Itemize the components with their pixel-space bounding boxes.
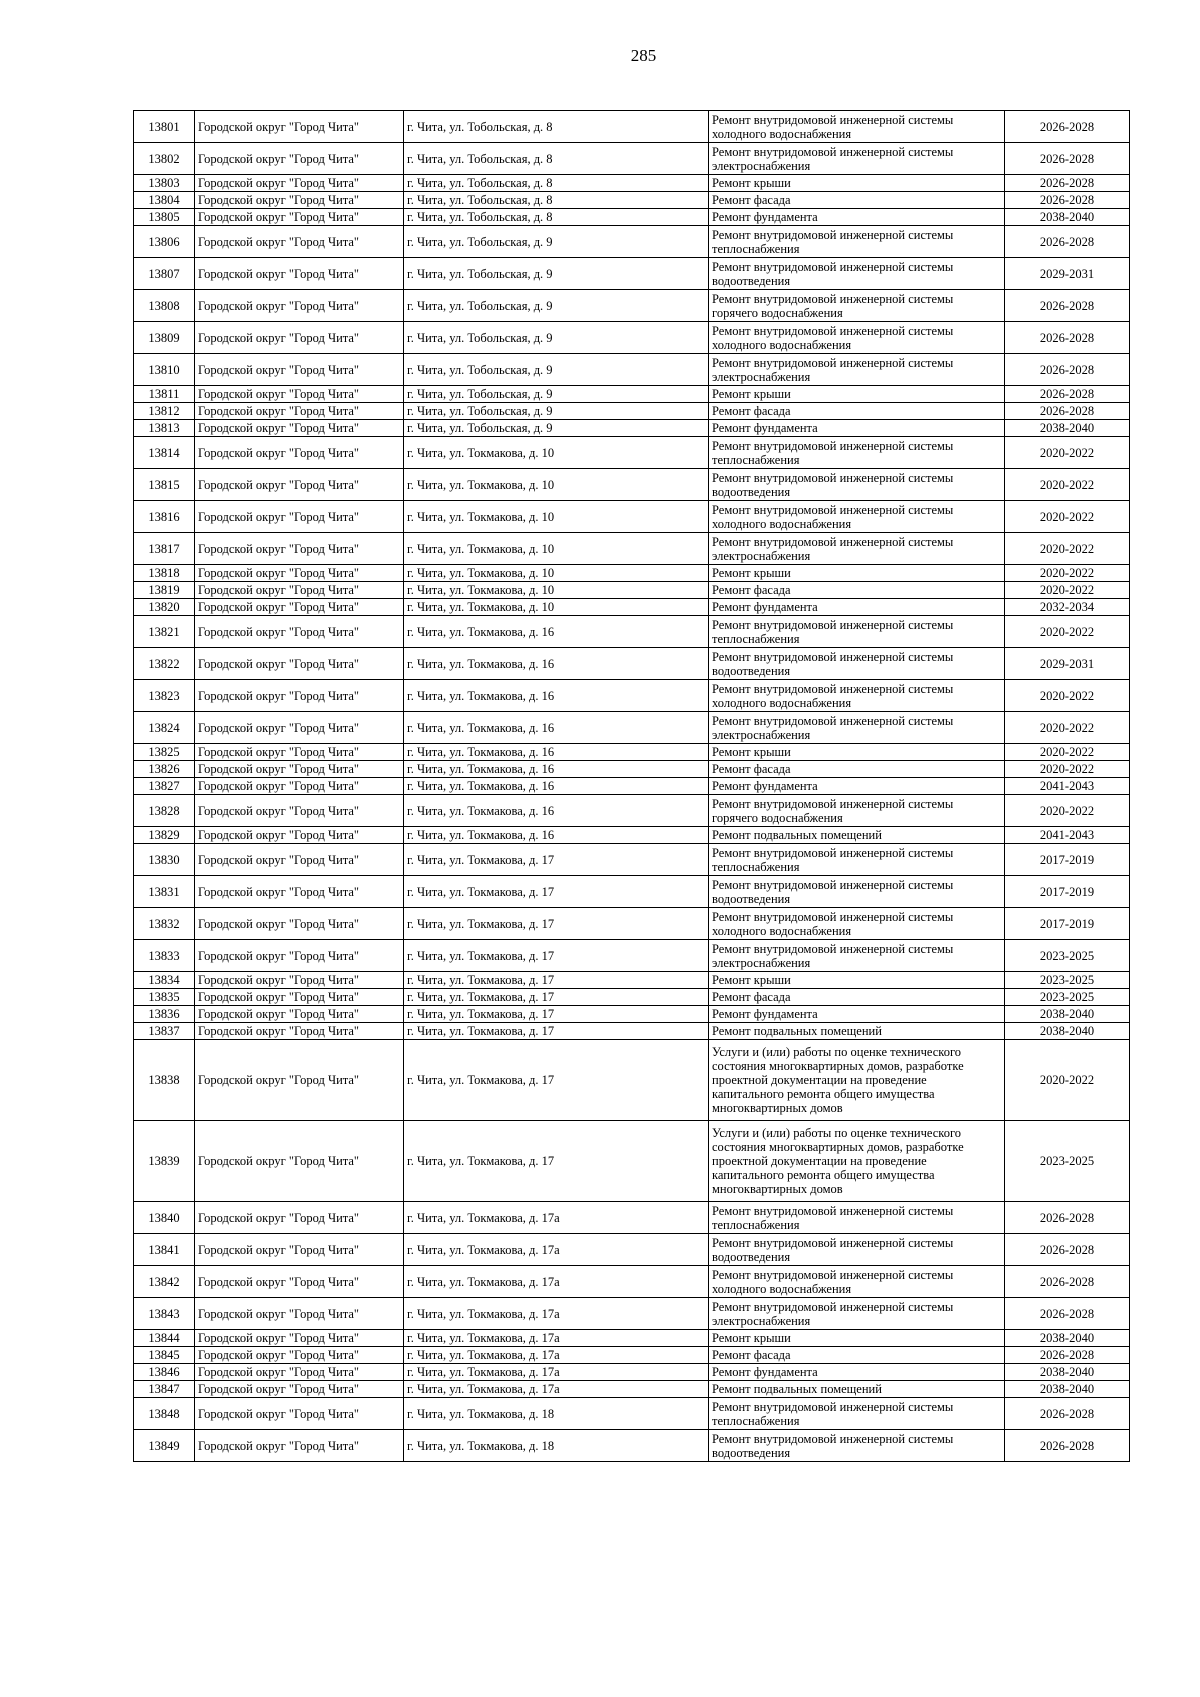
row-number-cell: 13803 <box>134 175 195 192</box>
row-number-cell: 13816 <box>134 501 195 533</box>
table-row <box>134 420 1130 437</box>
period-cell: 2026-2028 <box>1005 143 1130 175</box>
municipality-cell: Городской округ "Город Чита" <box>195 565 404 582</box>
address-cell: г. Чита, ул. Токмакова, д. 17 <box>404 1006 709 1023</box>
work-type-cell: Ремонт подвальных помещений <box>709 827 1005 844</box>
period-cell: 2038-2040 <box>1005 1364 1130 1381</box>
period-cell: 2020-2022 <box>1005 616 1130 648</box>
address-cell: г. Чита, ул. Тобольская, д. 8 <box>404 175 709 192</box>
address-cell: г. Чита, ул. Тобольская, д. 9 <box>404 322 709 354</box>
row-number-cell: 13821 <box>134 616 195 648</box>
period-cell: 2023-2025 <box>1005 972 1130 989</box>
work-type-cell: Ремонт внутридомовой инженерной системы электроснабжения <box>709 143 1005 175</box>
work-type-cell: Ремонт фундамента <box>709 1364 1005 1381</box>
table-row <box>134 1347 1130 1364</box>
period-cell: 2020-2022 <box>1005 712 1130 744</box>
work-type-cell: Ремонт внутридомовой инженерной системы водоотведения <box>709 648 1005 680</box>
period-cell: 2026-2028 <box>1005 226 1130 258</box>
table-row <box>134 143 1130 175</box>
address-cell: г. Чита, ул. Тобольская, д. 8 <box>404 143 709 175</box>
work-type-cell: Ремонт фасада <box>709 582 1005 599</box>
period-cell: 2026-2028 <box>1005 111 1130 143</box>
row-number-cell: 13827 <box>134 778 195 795</box>
work-type-cell: Ремонт внутридомовой инженерной системы холодного водоснабжения <box>709 1266 1005 1298</box>
row-number-cell: 13818 <box>134 565 195 582</box>
period-cell: 2026-2028 <box>1005 354 1130 386</box>
municipality-cell: Городской округ "Город Чита" <box>195 1006 404 1023</box>
row-number-cell: 13810 <box>134 354 195 386</box>
municipality-cell: Городской округ "Город Чита" <box>195 1234 404 1266</box>
municipality-cell: Городской округ "Город Чита" <box>195 386 404 403</box>
address-cell: г. Чита, ул. Токмакова, д. 10 <box>404 582 709 599</box>
period-cell: 2026-2028 <box>1005 290 1130 322</box>
municipality-cell: Городской округ "Город Чита" <box>195 111 404 143</box>
municipality-cell: Городской округ "Город Чита" <box>195 143 404 175</box>
work-type-cell: Ремонт подвальных помещений <box>709 1381 1005 1398</box>
table-row <box>134 1398 1130 1430</box>
table-row <box>134 386 1130 403</box>
municipality-cell: Городской округ "Город Чита" <box>195 322 404 354</box>
work-type-cell: Ремонт внутридомовой инженерной системы водоотведения <box>709 1234 1005 1266</box>
municipality-cell: Городской округ "Город Чита" <box>195 175 404 192</box>
address-cell: г. Чита, ул. Токмакова, д. 16 <box>404 712 709 744</box>
municipality-cell: Городской округ "Город Чита" <box>195 437 404 469</box>
municipality-cell: Городской округ "Город Чита" <box>195 403 404 420</box>
work-type-cell: Ремонт внутридомовой инженерной системы водоотведения <box>709 1430 1005 1462</box>
municipality-cell: Городской округ "Город Чита" <box>195 226 404 258</box>
work-type-cell: Ремонт внутридомовой инженерной системы электроснабжения <box>709 354 1005 386</box>
municipality-cell: Городской округ "Город Чита" <box>195 258 404 290</box>
row-number-cell: 13801 <box>134 111 195 143</box>
period-cell: 2020-2022 <box>1005 795 1130 827</box>
row-number-cell: 13809 <box>134 322 195 354</box>
municipality-cell: Городской округ "Город Чита" <box>195 1398 404 1430</box>
municipality-cell: Городской округ "Город Чита" <box>195 1266 404 1298</box>
row-number-cell: 13815 <box>134 469 195 501</box>
address-cell: г. Чита, ул. Токмакова, д. 17 <box>404 1040 709 1121</box>
table-row <box>134 616 1130 648</box>
work-type-cell: Ремонт фундамента <box>709 599 1005 616</box>
address-cell: г. Чита, ул. Токмакова, д. 17 <box>404 940 709 972</box>
address-cell: г. Чита, ул. Токмакова, д. 17 <box>404 972 709 989</box>
row-number-cell: 13802 <box>134 143 195 175</box>
address-cell: г. Чита, ул. Токмакова, д. 17а <box>404 1298 709 1330</box>
period-cell: 2017-2019 <box>1005 844 1130 876</box>
table-row <box>134 1234 1130 1266</box>
work-type-cell: Ремонт внутридомовой инженерной системы электроснабжения <box>709 1298 1005 1330</box>
period-cell: 2023-2025 <box>1005 989 1130 1006</box>
address-cell: г. Чита, ул. Токмакова, д. 10 <box>404 437 709 469</box>
work-type-cell: Ремонт крыши <box>709 972 1005 989</box>
table-row <box>134 989 1130 1006</box>
period-cell: 2038-2040 <box>1005 209 1130 226</box>
table-body <box>134 111 1130 1462</box>
work-type-cell: Ремонт внутридомовой инженерной системы водоотведения <box>709 258 1005 290</box>
row-number-cell: 13831 <box>134 876 195 908</box>
period-cell: 2020-2022 <box>1005 744 1130 761</box>
row-number-cell: 13823 <box>134 680 195 712</box>
municipality-cell: Городской округ "Город Чита" <box>195 761 404 778</box>
address-cell: г. Чита, ул. Тобольская, д. 9 <box>404 290 709 322</box>
work-type-cell: Ремонт фундамента <box>709 778 1005 795</box>
work-type-cell: Ремонт крыши <box>709 1330 1005 1347</box>
period-cell: 2026-2028 <box>1005 192 1130 209</box>
municipality-cell: Городской округ "Город Чита" <box>195 209 404 226</box>
row-number-cell: 13848 <box>134 1398 195 1430</box>
municipality-cell: Городской округ "Город Чита" <box>195 680 404 712</box>
work-type-cell: Ремонт внутридомовой инженерной системы электроснабжения <box>709 533 1005 565</box>
municipality-cell: Городской округ "Город Чита" <box>195 599 404 616</box>
period-cell: 2020-2022 <box>1005 680 1130 712</box>
municipality-cell: Городской округ "Город Чита" <box>195 192 404 209</box>
municipality-cell: Городской округ "Город Чита" <box>195 972 404 989</box>
municipality-cell: Городской округ "Город Чита" <box>195 420 404 437</box>
address-cell: г. Чита, ул. Токмакова, д. 17а <box>404 1381 709 1398</box>
table-row <box>134 827 1130 844</box>
work-type-cell: Ремонт фундамента <box>709 209 1005 226</box>
municipality-cell: Городской округ "Город Чита" <box>195 1381 404 1398</box>
work-type-cell: Ремонт крыши <box>709 565 1005 582</box>
address-cell: г. Чита, ул. Токмакова, д. 16 <box>404 616 709 648</box>
work-type-cell: Ремонт внутридомовой инженерной системы теплоснабжения <box>709 844 1005 876</box>
work-type-cell: Ремонт крыши <box>709 175 1005 192</box>
work-type-cell: Ремонт крыши <box>709 386 1005 403</box>
address-cell: г. Чита, ул. Тобольская, д. 9 <box>404 258 709 290</box>
address-cell: г. Чита, ул. Токмакова, д. 17а <box>404 1330 709 1347</box>
period-cell: 2026-2028 <box>1005 1266 1130 1298</box>
table-row <box>134 437 1130 469</box>
row-number-cell: 13824 <box>134 712 195 744</box>
period-cell: 2017-2019 <box>1005 908 1130 940</box>
work-type-cell: Услуги и (или) работы по оценке технического состояния многоквартирных домов, разработке проектной документации на проведение капитального ремонта общего имущества многоквартирных домов <box>709 1040 1005 1121</box>
table-row <box>134 778 1130 795</box>
row-number-cell: 13836 <box>134 1006 195 1023</box>
address-cell: г. Чита, ул. Токмакова, д. 16 <box>404 744 709 761</box>
row-number-cell: 13804 <box>134 192 195 209</box>
row-number-cell: 13849 <box>134 1430 195 1462</box>
period-cell: 2020-2022 <box>1005 565 1130 582</box>
address-cell: г. Чита, ул. Токмакова, д. 17а <box>404 1266 709 1298</box>
work-type-cell: Ремонт внутридомовой инженерной системы теплоснабжения <box>709 1202 1005 1234</box>
table-row <box>134 226 1130 258</box>
address-cell: г. Чита, ул. Токмакова, д. 17а <box>404 1202 709 1234</box>
work-type-cell: Ремонт фасада <box>709 989 1005 1006</box>
work-type-cell: Ремонт внутридомовой инженерной системы теплоснабжения <box>709 1398 1005 1430</box>
municipality-cell: Городской округ "Город Чита" <box>195 501 404 533</box>
table-row <box>134 1202 1130 1234</box>
row-number-cell: 13842 <box>134 1266 195 1298</box>
municipality-cell: Городской округ "Город Чита" <box>195 533 404 565</box>
work-type-cell: Ремонт внутридомовой инженерной системы холодного водоснабжения <box>709 680 1005 712</box>
row-number-cell: 13817 <box>134 533 195 565</box>
municipality-cell: Городской округ "Город Чита" <box>195 1121 404 1202</box>
work-type-cell: Ремонт внутридомовой инженерной системы теплоснабжения <box>709 616 1005 648</box>
table-row <box>134 175 1130 192</box>
table-row <box>134 1381 1130 1398</box>
period-cell: 2020-2022 <box>1005 501 1130 533</box>
table-row <box>134 322 1130 354</box>
work-type-cell: Ремонт фасада <box>709 403 1005 420</box>
work-type-cell: Услуги и (или) работы по оценке технического состояния многоквартирных домов, разработке проектной документации на проведение капитального ремонта общего имущества многоквартирных домов <box>709 1121 1005 1202</box>
municipality-cell: Городской округ "Город Чита" <box>195 827 404 844</box>
municipality-cell: Городской округ "Город Чита" <box>195 989 404 1006</box>
period-cell: 2026-2028 <box>1005 1298 1130 1330</box>
table-row <box>134 712 1130 744</box>
table-row <box>134 795 1130 827</box>
period-cell: 2038-2040 <box>1005 1330 1130 1347</box>
address-cell: г. Чита, ул. Токмакова, д. 17 <box>404 1121 709 1202</box>
work-type-cell: Ремонт внутридомовой инженерной системы холодного водоснабжения <box>709 111 1005 143</box>
row-number-cell: 13820 <box>134 599 195 616</box>
period-cell: 2026-2028 <box>1005 1398 1130 1430</box>
municipality-cell: Городской округ "Город Чита" <box>195 354 404 386</box>
period-cell: 2023-2025 <box>1005 940 1130 972</box>
table-row <box>134 744 1130 761</box>
table-row <box>134 290 1130 322</box>
table-row <box>134 1430 1130 1462</box>
address-cell: г. Чита, ул. Токмакова, д. 17 <box>404 908 709 940</box>
address-cell: г. Чита, ул. Тобольская, д. 8 <box>404 111 709 143</box>
municipality-cell: Городской округ "Город Чита" <box>195 469 404 501</box>
work-type-cell: Ремонт фасада <box>709 1347 1005 1364</box>
municipality-cell: Городской округ "Город Чита" <box>195 582 404 599</box>
row-number-cell: 13835 <box>134 989 195 1006</box>
address-cell: г. Чита, ул. Токмакова, д. 10 <box>404 533 709 565</box>
row-number-cell: 13808 <box>134 290 195 322</box>
work-type-cell: Ремонт крыши <box>709 744 1005 761</box>
row-number-cell: 13833 <box>134 940 195 972</box>
address-cell: г. Чита, ул. Тобольская, д. 9 <box>404 420 709 437</box>
work-type-cell: Ремонт внутридомовой инженерной системы электроснабжения <box>709 940 1005 972</box>
address-cell: г. Чита, ул. Тобольская, д. 8 <box>404 192 709 209</box>
municipality-cell: Городской округ "Город Чита" <box>195 616 404 648</box>
table-row <box>134 1298 1130 1330</box>
table-row <box>134 761 1130 778</box>
municipality-cell: Городской округ "Город Чита" <box>195 1023 404 1040</box>
municipality-cell: Городской округ "Город Чита" <box>195 1364 404 1381</box>
work-type-cell: Ремонт внутридомовой инженерной системы водоотведения <box>709 876 1005 908</box>
work-type-cell: Ремонт внутридомовой инженерной системы горячего водоснабжения <box>709 795 1005 827</box>
row-number-cell: 13822 <box>134 648 195 680</box>
row-number-cell: 13834 <box>134 972 195 989</box>
address-cell: г. Чита, ул. Токмакова, д. 16 <box>404 761 709 778</box>
table-row <box>134 1266 1130 1298</box>
period-cell: 2017-2019 <box>1005 876 1130 908</box>
period-cell: 2038-2040 <box>1005 1381 1130 1398</box>
period-cell: 2026-2028 <box>1005 1234 1130 1266</box>
address-cell: г. Чита, ул. Тобольская, д. 9 <box>404 386 709 403</box>
address-cell: г. Чита, ул. Тобольская, д. 9 <box>404 354 709 386</box>
row-number-cell: 13840 <box>134 1202 195 1234</box>
address-cell: г. Чита, ул. Токмакова, д. 16 <box>404 778 709 795</box>
address-cell: г. Чита, ул. Токмакова, д. 16 <box>404 795 709 827</box>
period-cell: 2041-2043 <box>1005 827 1130 844</box>
row-number-cell: 13841 <box>134 1234 195 1266</box>
municipality-cell: Городской округ "Город Чита" <box>195 1298 404 1330</box>
row-number-cell: 13828 <box>134 795 195 827</box>
period-cell: 2020-2022 <box>1005 469 1130 501</box>
table-row <box>134 501 1130 533</box>
table-row <box>134 192 1130 209</box>
period-cell: 2020-2022 <box>1005 437 1130 469</box>
table-row <box>134 1023 1130 1040</box>
municipality-cell: Городской округ "Город Чита" <box>195 778 404 795</box>
municipality-cell: Городской округ "Город Чита" <box>195 290 404 322</box>
municipality-cell: Городской округ "Город Чита" <box>195 1040 404 1121</box>
period-cell: 2029-2031 <box>1005 258 1130 290</box>
period-cell: 2023-2025 <box>1005 1121 1130 1202</box>
row-number-cell: 13807 <box>134 258 195 290</box>
row-number-cell: 13843 <box>134 1298 195 1330</box>
row-number-cell: 13812 <box>134 403 195 420</box>
table-row <box>134 908 1130 940</box>
table-row <box>134 972 1130 989</box>
municipality-cell: Городской округ "Город Чита" <box>195 1347 404 1364</box>
table-row <box>134 844 1130 876</box>
period-cell: 2020-2022 <box>1005 533 1130 565</box>
address-cell: г. Чита, ул. Тобольская, д. 8 <box>404 209 709 226</box>
address-cell: г. Чита, ул. Токмакова, д. 17 <box>404 1023 709 1040</box>
period-cell: 2026-2028 <box>1005 386 1130 403</box>
municipality-cell: Городской округ "Город Чита" <box>195 844 404 876</box>
address-cell: г. Чита, ул. Токмакова, д. 17а <box>404 1347 709 1364</box>
period-cell: 2026-2028 <box>1005 322 1130 354</box>
row-number-cell: 13847 <box>134 1381 195 1398</box>
row-number-cell: 13838 <box>134 1040 195 1121</box>
municipality-cell: Городской округ "Город Чита" <box>195 1330 404 1347</box>
table-row <box>134 209 1130 226</box>
row-number-cell: 13805 <box>134 209 195 226</box>
work-type-cell: Ремонт внутридомовой инженерной системы теплоснабжения <box>709 226 1005 258</box>
municipality-cell: Городской округ "Город Чита" <box>195 908 404 940</box>
work-type-cell: Ремонт фасада <box>709 761 1005 778</box>
municipality-cell: Городской округ "Город Чита" <box>195 1430 404 1462</box>
table-row <box>134 354 1130 386</box>
address-cell: г. Чита, ул. Токмакова, д. 10 <box>404 565 709 582</box>
address-cell: г. Чита, ул. Тобольская, д. 9 <box>404 403 709 420</box>
page-number: 285 <box>630 46 657 65</box>
municipality-cell: Городской округ "Город Чита" <box>195 940 404 972</box>
work-type-cell: Ремонт внутридомовой инженерной системы холодного водоснабжения <box>709 322 1005 354</box>
address-cell: г. Чита, ул. Токмакова, д. 16 <box>404 827 709 844</box>
table-row <box>134 258 1130 290</box>
address-cell: г. Чита, ул. Токмакова, д. 10 <box>404 469 709 501</box>
address-cell: г. Чита, ул. Токмакова, д. 10 <box>404 501 709 533</box>
row-number-cell: 13832 <box>134 908 195 940</box>
table-row <box>134 1121 1130 1202</box>
municipality-cell: Городской округ "Город Чита" <box>195 712 404 744</box>
table-row <box>134 533 1130 565</box>
row-number-cell: 13846 <box>134 1364 195 1381</box>
period-cell: 2032-2034 <box>1005 599 1130 616</box>
work-type-cell: Ремонт фундамента <box>709 420 1005 437</box>
row-number-cell: 13806 <box>134 226 195 258</box>
municipality-cell: Городской округ "Город Чита" <box>195 795 404 827</box>
work-type-cell: Ремонт внутридомовой инженерной системы теплоснабжения <box>709 437 1005 469</box>
row-number-cell: 13844 <box>134 1330 195 1347</box>
address-cell: г. Чита, ул. Токмакова, д. 17 <box>404 989 709 1006</box>
period-cell: 2026-2028 <box>1005 403 1130 420</box>
address-cell: г. Чита, ул. Токмакова, д. 18 <box>404 1398 709 1430</box>
address-cell: г. Чита, ул. Токмакова, д. 16 <box>404 680 709 712</box>
address-cell: г. Чита, ул. Токмакова, д. 17а <box>404 1234 709 1266</box>
period-cell: 2041-2043 <box>1005 778 1130 795</box>
municipality-cell: Городской округ "Город Чита" <box>195 744 404 761</box>
row-number-cell: 13813 <box>134 420 195 437</box>
row-number-cell: 13829 <box>134 827 195 844</box>
table-row <box>134 1040 1130 1121</box>
row-number-cell: 13811 <box>134 386 195 403</box>
address-cell: г. Чита, ул. Токмакова, д. 17а <box>404 1364 709 1381</box>
row-number-cell: 13845 <box>134 1347 195 1364</box>
table-row <box>134 1364 1130 1381</box>
municipality-cell: Городской округ "Город Чита" <box>195 648 404 680</box>
table-row <box>134 648 1130 680</box>
period-cell: 2038-2040 <box>1005 420 1130 437</box>
period-cell: 2038-2040 <box>1005 1006 1130 1023</box>
table-row <box>134 1006 1130 1023</box>
table-row <box>134 403 1130 420</box>
table-row <box>134 680 1130 712</box>
table-row <box>134 599 1130 616</box>
row-number-cell: 13814 <box>134 437 195 469</box>
address-cell: г. Чита, ул. Тобольская, д. 9 <box>404 226 709 258</box>
address-cell: г. Чита, ул. Токмакова, д. 18 <box>404 1430 709 1462</box>
work-type-cell: Ремонт внутридомовой инженерной системы водоотведения <box>709 469 1005 501</box>
work-type-cell: Ремонт внутридомовой инженерной системы электроснабжения <box>709 712 1005 744</box>
period-cell: 2026-2028 <box>1005 1202 1130 1234</box>
address-cell: г. Чита, ул. Токмакова, д. 17 <box>404 844 709 876</box>
table-row <box>134 1330 1130 1347</box>
table-row <box>134 876 1130 908</box>
row-number-cell: 13839 <box>134 1121 195 1202</box>
address-cell: г. Чита, ул. Токмакова, д. 17 <box>404 876 709 908</box>
work-type-cell: Ремонт фасада <box>709 192 1005 209</box>
work-type-cell: Ремонт фундамента <box>709 1006 1005 1023</box>
work-type-cell: Ремонт внутридомовой инженерной системы холодного водоснабжения <box>709 501 1005 533</box>
row-number-cell: 13826 <box>134 761 195 778</box>
municipality-cell: Городской округ "Город Чита" <box>195 876 404 908</box>
table-row <box>134 111 1130 143</box>
period-cell: 2029-2031 <box>1005 648 1130 680</box>
work-type-cell: Ремонт подвальных помещений <box>709 1023 1005 1040</box>
period-cell: 2020-2022 <box>1005 582 1130 599</box>
row-number-cell: 13830 <box>134 844 195 876</box>
work-type-cell: Ремонт внутридомовой инженерной системы холодного водоснабжения <box>709 908 1005 940</box>
address-cell: г. Чита, ул. Токмакова, д. 16 <box>404 648 709 680</box>
period-cell: 2026-2028 <box>1005 1430 1130 1462</box>
table-row <box>134 940 1130 972</box>
table-row <box>134 469 1130 501</box>
repair-schedule-table <box>133 110 1130 1462</box>
period-cell: 2026-2028 <box>1005 1347 1130 1364</box>
period-cell: 2038-2040 <box>1005 1023 1130 1040</box>
period-cell: 2026-2028 <box>1005 175 1130 192</box>
row-number-cell: 13825 <box>134 744 195 761</box>
table-row <box>134 582 1130 599</box>
table-row <box>134 565 1130 582</box>
address-cell: г. Чита, ул. Токмакова, д. 10 <box>404 599 709 616</box>
period-cell: 2020-2022 <box>1005 1040 1130 1121</box>
work-type-cell: Ремонт внутридомовой инженерной системы горячего водоснабжения <box>709 290 1005 322</box>
row-number-cell: 13837 <box>134 1023 195 1040</box>
period-cell: 2020-2022 <box>1005 761 1130 778</box>
municipality-cell: Городской округ "Город Чита" <box>195 1202 404 1234</box>
row-number-cell: 13819 <box>134 582 195 599</box>
